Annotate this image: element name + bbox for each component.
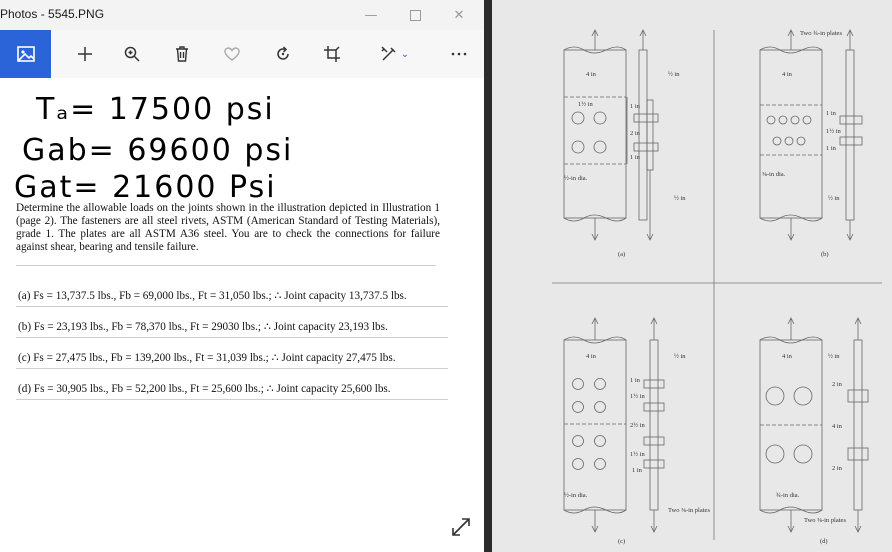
separator <box>16 368 448 369</box>
dim-a-4: 1 in <box>630 154 640 161</box>
window-divider <box>484 0 492 552</box>
plate-d: ½ in <box>828 353 840 360</box>
handwritten-line-1: Tₐ= 17500 psi <box>36 92 275 127</box>
add-icon <box>75 44 95 64</box>
delete-button[interactable] <box>158 30 206 78</box>
handwritten-line-3: Gat= 21600 Psi <box>14 170 277 205</box>
minimize-icon: — <box>364 7 378 23</box>
close-icon: ✕ <box>453 7 465 23</box>
dia-a: ½-in dia. <box>564 175 588 182</box>
plate-bottom-a: ½ in <box>674 195 686 202</box>
dim-d-2: 4 in <box>832 423 842 430</box>
edit-icon <box>379 44 399 64</box>
dim-b-2: 1½ in <box>826 128 841 135</box>
caption-c: (c) <box>618 538 626 545</box>
width-d: 4 in <box>782 353 792 360</box>
window-title: Photos - 5545.PNG <box>0 7 105 21</box>
caption-a: (a) <box>618 251 626 258</box>
dia-c: ½-in dia. <box>564 492 588 499</box>
caption-d: (d) <box>820 538 828 545</box>
plate-a: ½ in <box>668 71 680 78</box>
dim-d-1: 2 in <box>832 381 842 388</box>
delete-icon <box>172 44 192 64</box>
handwritten-line-2: Gab= 69600 psi <box>22 133 294 168</box>
close-button[interactable] <box>436 0 482 30</box>
title-bar <box>0 0 484 30</box>
zoom-button[interactable] <box>108 30 156 78</box>
separator <box>16 399 448 400</box>
panel-c <box>564 318 710 545</box>
crop-icon <box>322 44 342 64</box>
dim-a-2: 1 in <box>630 103 640 110</box>
answer-d: (d) Fs = 30,905 lbs., Fb = 52,200 lbs., Ft = 25,600 lbs.; ∴ Joint capacity 25,600 lbs. <box>18 383 391 395</box>
maximize-icon <box>410 10 421 21</box>
width-b: 4 in <box>782 71 792 78</box>
panel-b <box>760 30 862 258</box>
photo-icon <box>16 44 36 64</box>
favorite-button[interactable] <box>208 30 256 78</box>
answer-c: (c) Fs = 27,475 lbs., Fb = 139,200 lbs., Ft = 31,039 lbs.; ∴ Joint capacity 27,475 lbs. <box>18 352 396 364</box>
rotate-icon <box>273 44 293 64</box>
plates-label-b: Two ¾-in plates <box>800 30 842 37</box>
panel-d <box>760 318 868 545</box>
dim-b-1: 1 in <box>826 110 836 117</box>
more-icon <box>449 44 469 64</box>
separator <box>16 265 436 266</box>
caption-b: (b) <box>821 251 829 258</box>
dim-a-3: 2 in <box>630 130 640 137</box>
zoom-icon <box>122 44 142 64</box>
illustration-page <box>492 0 892 552</box>
rotate-button[interactable] <box>259 30 307 78</box>
answer-b: (b) Fs = 23,193 lbs., Fb = 78,370 lbs., Ft = 29030 lbs.; ∴ Joint capacity 23,193 lbs. <box>18 321 388 333</box>
dim-c-2: 1½ in <box>630 393 645 400</box>
plate-c: ½ in <box>674 353 686 360</box>
expand-button[interactable] <box>449 515 473 539</box>
riveted-joints-figure <box>492 0 892 552</box>
maximize-button[interactable] <box>392 0 438 30</box>
separator <box>16 306 448 307</box>
dia-b: ⅜-in dia. <box>762 171 786 178</box>
plates-label-c: Two ⅜-in plates <box>668 507 710 514</box>
expand-icon <box>449 515 473 539</box>
plates-label-d: Two ⅜-in plates <box>804 517 846 524</box>
separator <box>16 337 448 338</box>
more-button[interactable] <box>435 30 483 78</box>
dim-c-4: 1½ in <box>630 451 645 458</box>
dim-a-1: 1½ in <box>578 101 593 108</box>
dim-b-3: 1 in <box>826 145 836 152</box>
dim-c-1: 1 in <box>630 377 640 384</box>
plate-bottom-b: ½ in <box>828 195 840 202</box>
problem-statement: Determine the allowable loads on the joints shown in the illustration depicted in Illustration 1 (page 2). The fasteners are all steel rivets, ASTM (American Standard of Testing Materials), grade 1. The plates are all ASTM A36 steel. You are to check the connections for failure against shear, bearing and tensile failure. <box>16 202 440 253</box>
favorite-icon <box>222 44 242 64</box>
width-c: 4 in <box>586 353 596 360</box>
dim-c-5: 1 in <box>632 467 642 474</box>
add-button[interactable] <box>61 30 109 78</box>
toolbar <box>0 30 484 78</box>
answer-a: (a) Fs = 13,737.5 lbs., Fb = 69,000 lbs., Ft = 31,050 lbs.; ∴ Joint capacity 13,737.5 lbs. <box>18 290 407 302</box>
panel-a <box>564 30 686 258</box>
crop-button[interactable] <box>308 30 356 78</box>
chevron-down-icon: ⌄ <box>400 48 410 60</box>
photo-button[interactable] <box>0 30 51 78</box>
width-a: 4 in <box>586 71 596 78</box>
minimize-button[interactable] <box>348 0 394 30</box>
dim-c-3: 2½ in <box>630 422 645 429</box>
dim-d-3: 2 in <box>832 465 842 472</box>
dia-d: ¾-in dia. <box>776 492 800 499</box>
edit-button[interactable] <box>370 30 418 78</box>
